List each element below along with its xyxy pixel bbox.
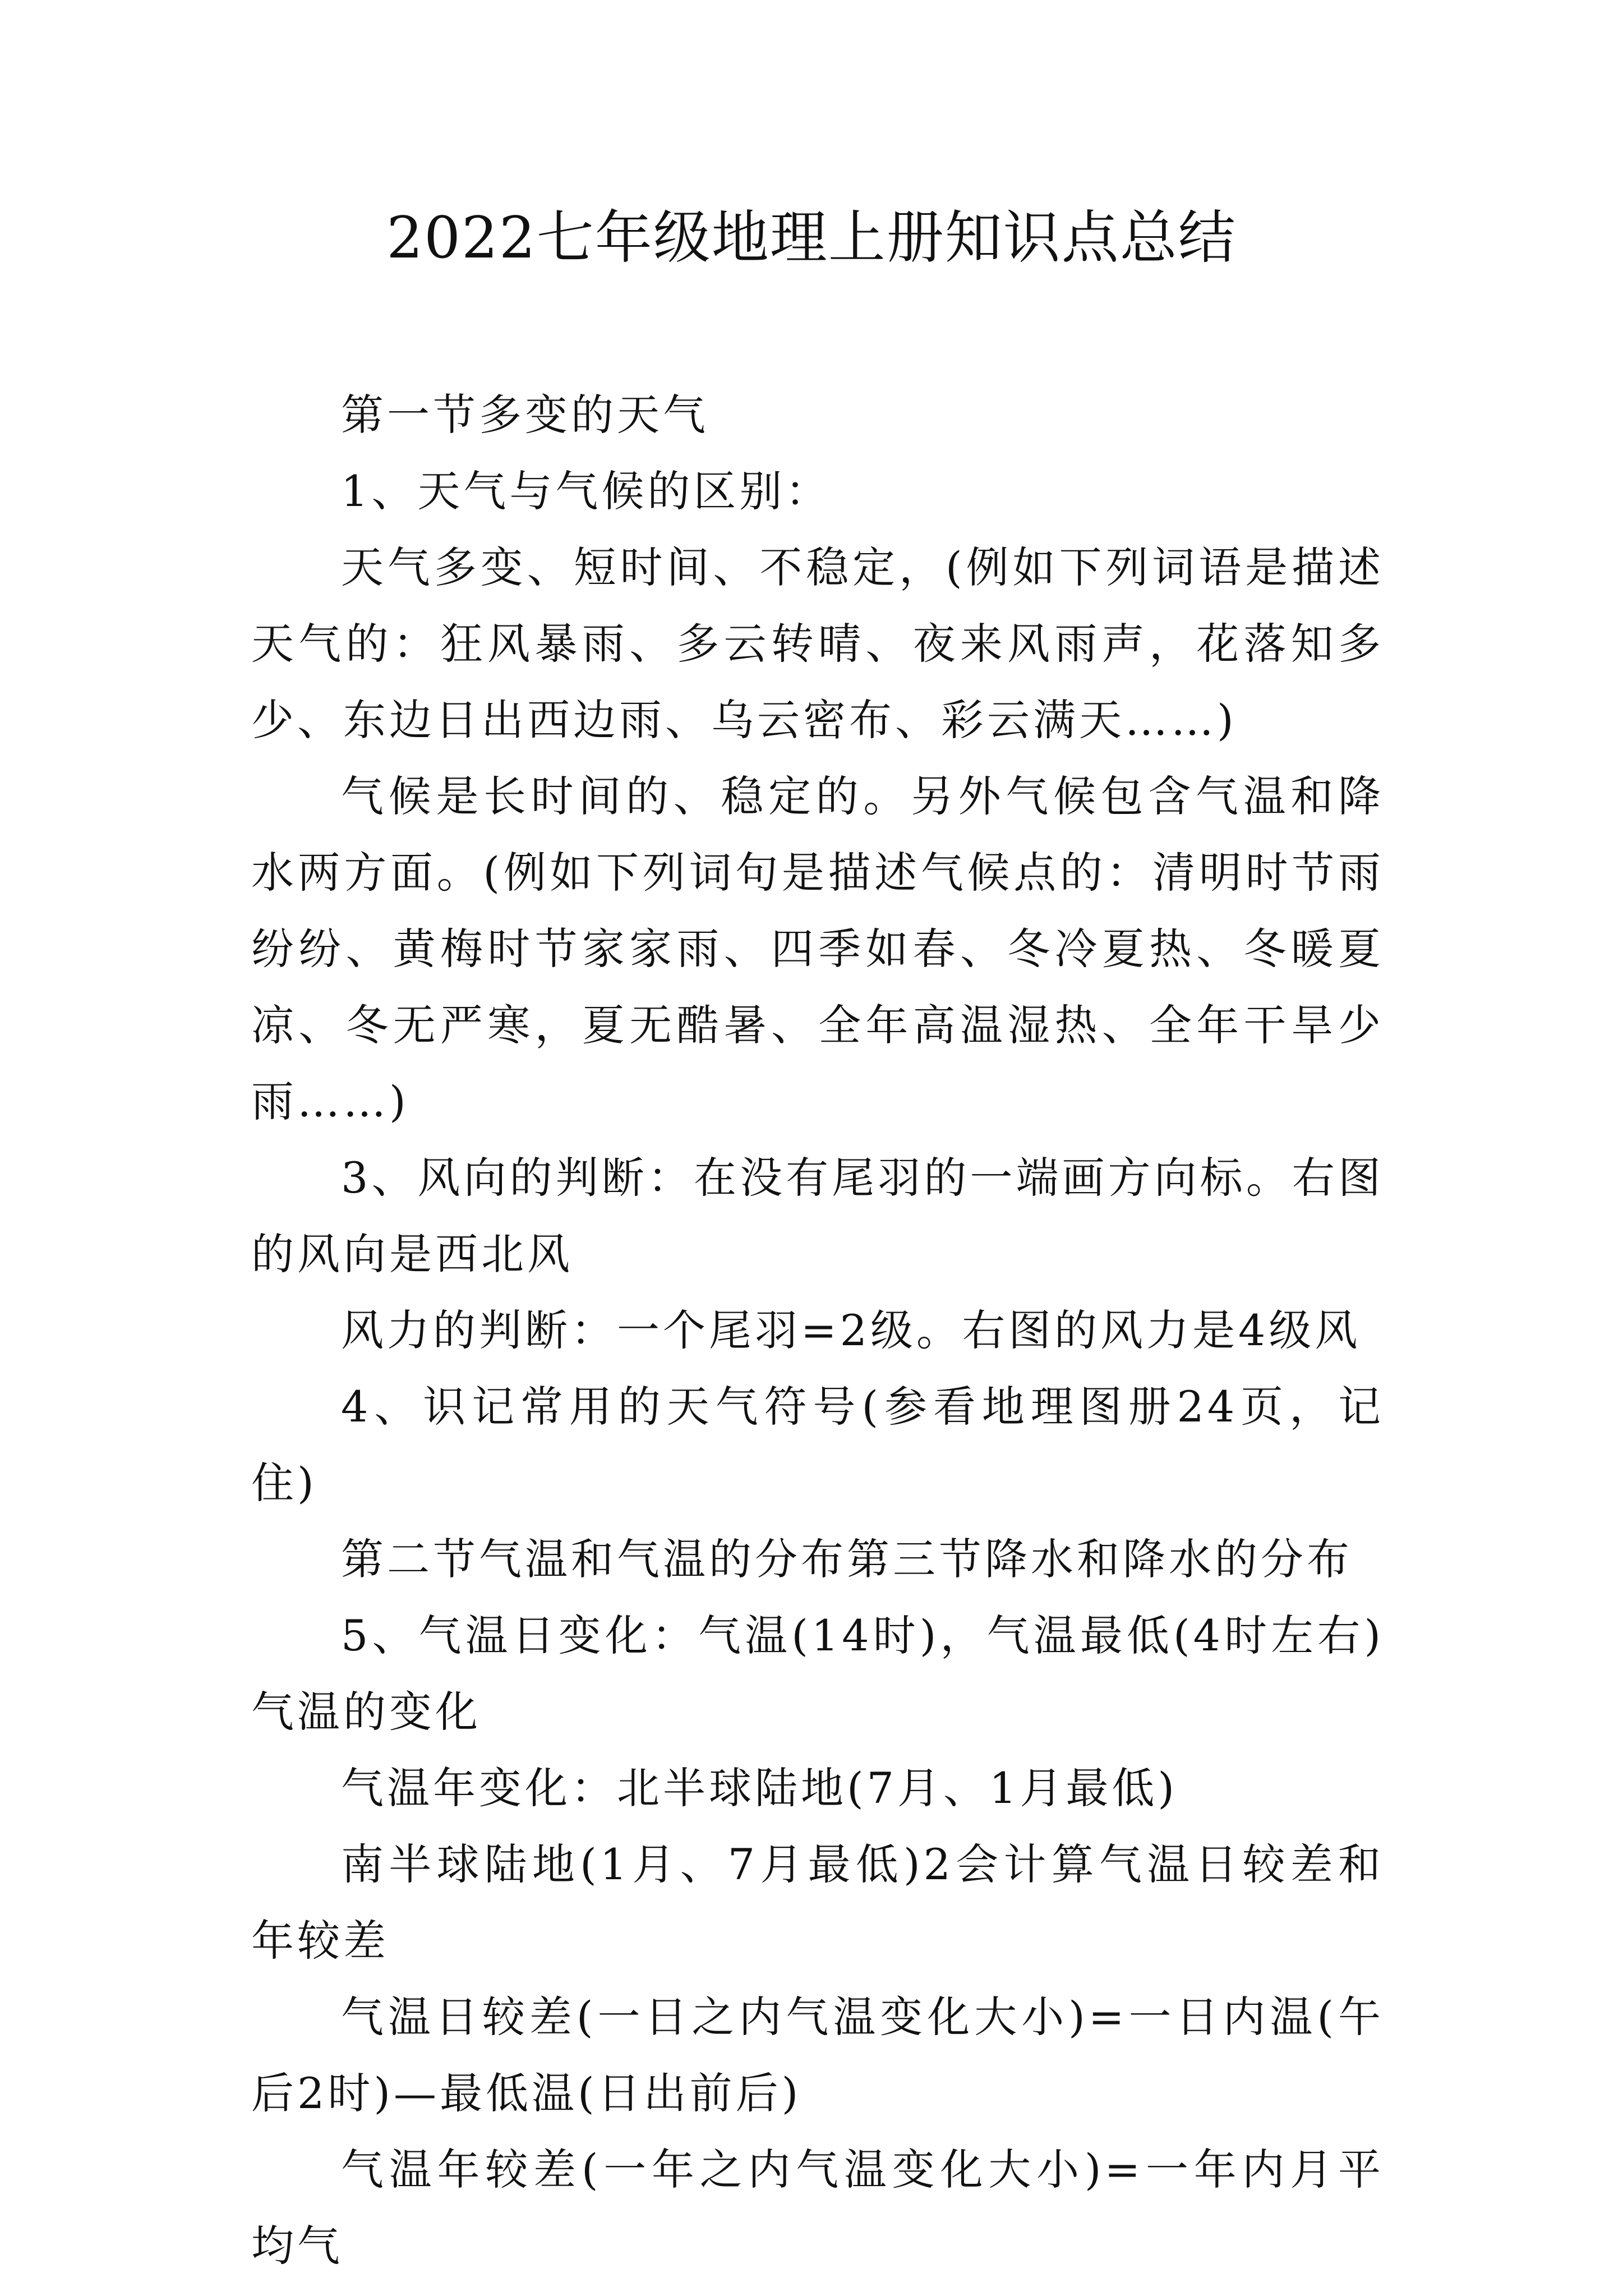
- paragraph-daily-range: 气温日较差(一日之内气温变化大小)=一日内温(午后2时)—最低温(日出前后): [251, 1992, 1384, 2118]
- paragraph-section-2-3-heading: 第二节气温和气温的分布第三节降水和降水的分布: [341, 1534, 1353, 1584]
- paragraph-wind-force: 风力的判断：一个尾羽=2级。右图的风力是4级风: [341, 1305, 1361, 1355]
- paragraph-weather-symbols: 4、识记常用的天气符号(参看地理图册24页，记住): [251, 1382, 1384, 1508]
- paragraph-annual-temperature-change: 气温年变化：北半球陆地(7月、1月最低): [341, 1763, 1178, 1813]
- document-title: 2022七年级地理上册知识点总结: [386, 205, 1237, 272]
- document-body: [251, 377, 1384, 2284]
- paragraph-section-1-heading: 第一节多变的天气: [341, 390, 709, 440]
- paragraph-annual-range: 气温年较差(一年之内气温变化大小)=一年内月平均气: [251, 2145, 1384, 2271]
- paragraph-wind-direction: 3、风向的判断：在没有尾羽的一端画方向标。右图的风向是西北风: [251, 1153, 1384, 1279]
- paragraph-weather-climate-heading: 1、天气与气候的区别：: [341, 466, 832, 516]
- paragraph-weather-definition: 天气多变、短时间、不稳定，(例如下列词语是描述天气的：狂风暴雨、多云转晴、夜来风雨声，花落知多少、东边日出西边雨、乌云密布、彩云满天……): [251, 542, 1384, 745]
- paragraph-daily-temperature-change: 5、气温日变化：气温(14时)，气温最低(4时左右)气温的变化: [251, 1611, 1384, 1737]
- paragraph-southern-hemisphere: 南半球陆地(1月、7月最低)2会计算气温日较差和年较差: [251, 1839, 1384, 1966]
- paragraph-climate-definition: 气候是长时间的、稳定的。另外气候包含气温和降水两方面。(例如下列词句是描述气候点的：清明时节雨纷纷、黄梅时节家家雨、四季如春、冬冷夏热、冬暖夏凉、冬无严寒，夏无酷暑、全年高温湿热、全年干旱少雨……): [251, 771, 1384, 1126]
